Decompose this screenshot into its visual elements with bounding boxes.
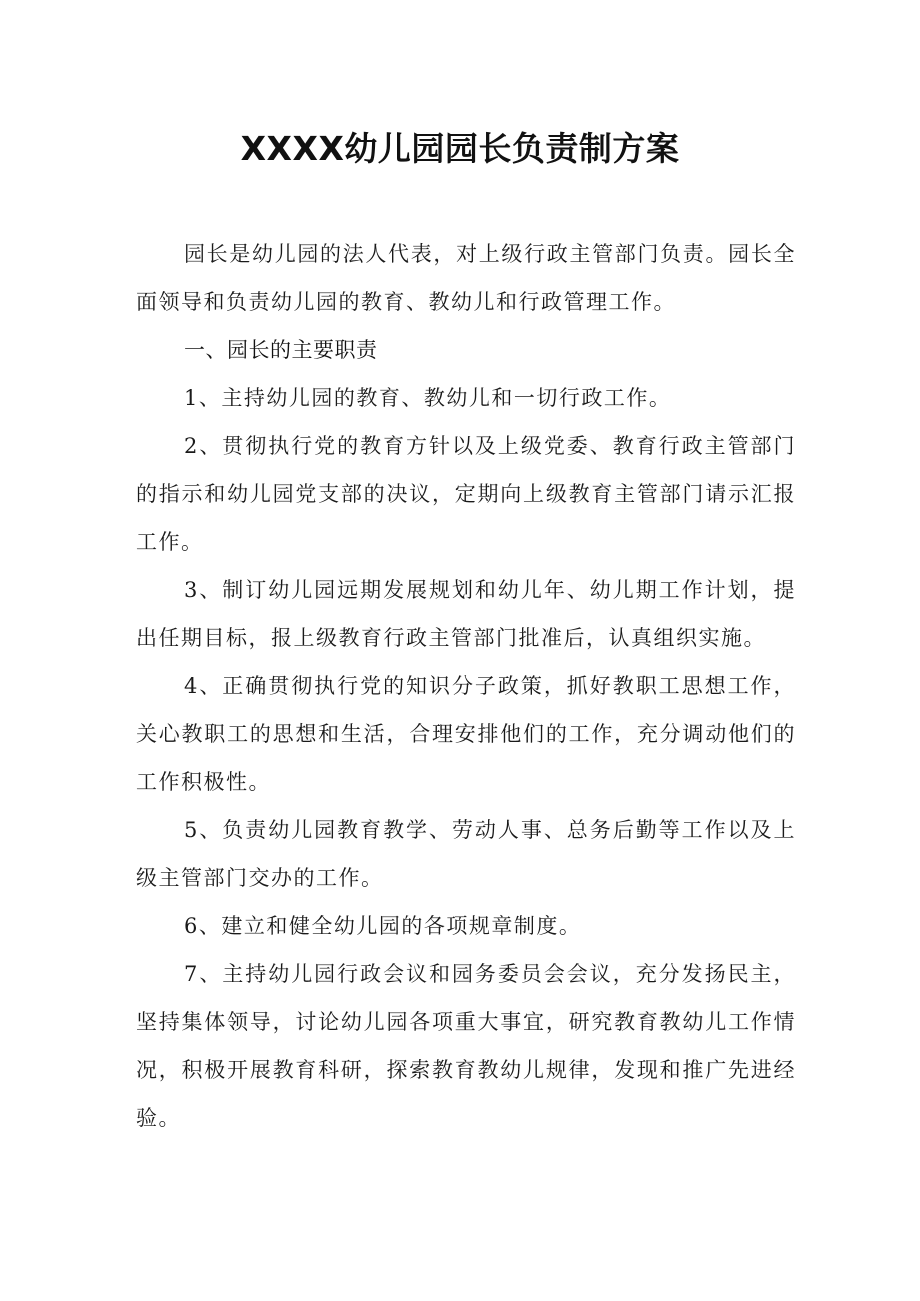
document-body <box>136 230 796 1142</box>
duty-item-3: 3、制订幼儿园远期发展规划和幼儿年、幼儿期工作计划，提出任期目标，报上级教育行政主管部门批准后，认真组织实施。 <box>136 578 796 650</box>
document-title: XXXX幼儿园园长负责制方案 <box>240 129 680 168</box>
duty-item-1: 1、主持幼儿园的教育、教幼儿和一切行政工作。 <box>184 386 672 410</box>
section-heading: 一、园长的主要职责 <box>184 338 378 362</box>
duty-item-4: 4、正确贯彻执行党的知识分子政策，抓好教职工思想工作，关心教职工的思想和生活，合理安排他们的工作，充分调动他们的工作积极性。 <box>136 674 796 794</box>
duty-item-6: 6、建立和健全幼儿园的各项规章制度。 <box>184 914 582 938</box>
intro-paragraph: 园长是幼儿园的法人代表，对上级行政主管部门负责。园长全面领导和负责幼儿园的教育、教幼儿和行政管理工作。 <box>136 242 796 314</box>
duty-item-2: 2、贯彻执行党的教育方针以及上级党委、教育行政主管部门的指示和幼儿园党支部的决议，定期向上级教育主管部门请示汇报工作。 <box>136 434 796 554</box>
duty-item-5: 5、负责幼儿园教育教学、劳动人事、总务后勤等工作以及上级主管部门交办的工作。 <box>136 818 796 890</box>
duty-item-7: 7、主持幼儿园行政会议和园务委员会会议，充分发扬民主，坚持集体领导，讨论幼儿园各项重大事宜，研究教育教幼儿工作情况，积极开展教育科研，探索教育教幼儿规律，发现和推广先进经验。 <box>136 962 796 1130</box>
